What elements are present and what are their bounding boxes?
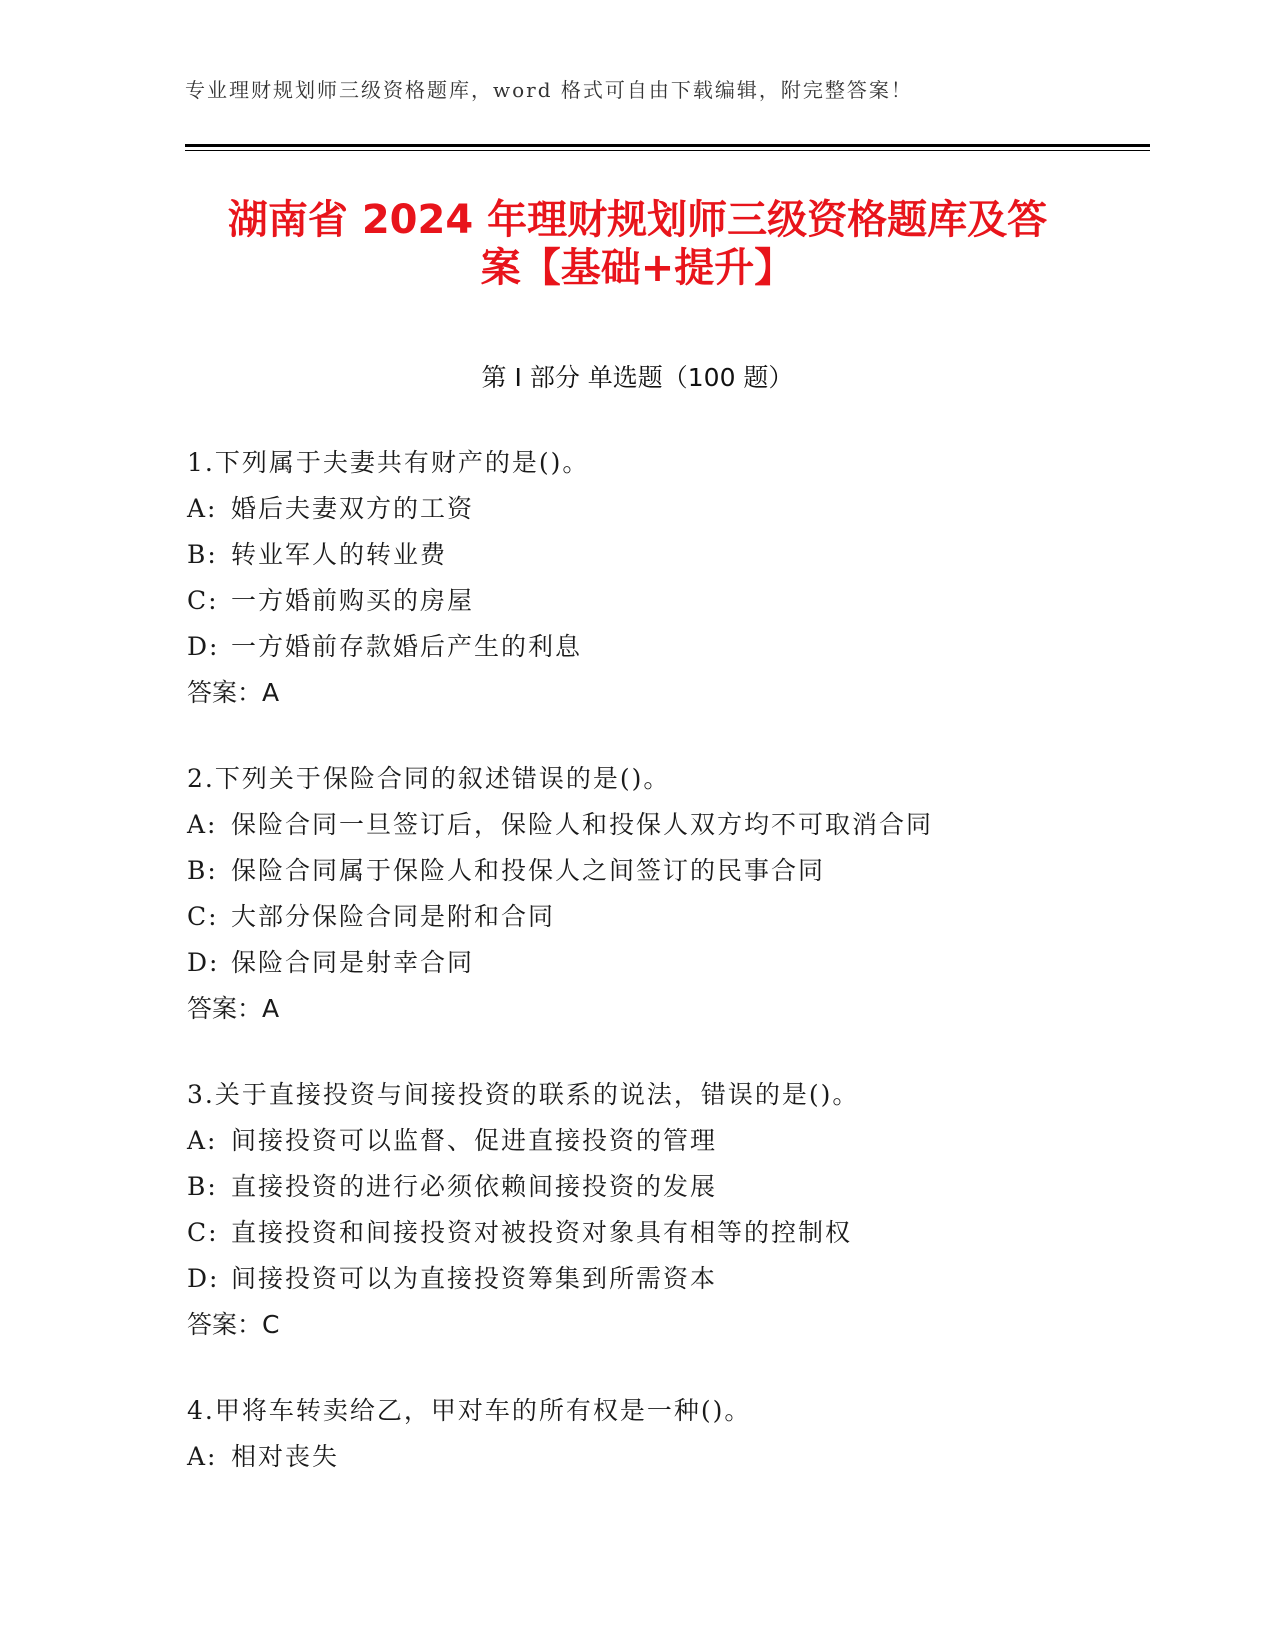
option-text: 间接投资可以监督、促进直接投资的管理: [231, 1126, 718, 1155]
option-a: [187, 1434, 1137, 1480]
question-stem: 3.关于直接投资与间接投资的联系的说法，错误的是()。: [187, 1080, 860, 1109]
option-d: [187, 1256, 1137, 1302]
option-text: 保险合同是射幸合同: [231, 948, 475, 977]
header-note: 专业理财规划师三级资格题库，word 格式可自由下载编辑，附完整答案！: [185, 78, 913, 102]
question-stem: 2.下列关于保险合同的叙述错误的是()。: [187, 764, 671, 793]
option-label: A:: [187, 494, 218, 523]
option-label: C:: [187, 1218, 219, 1247]
option-c: [187, 578, 1137, 624]
option-c: [187, 894, 1137, 940]
option-text: 一方婚前存款婚后产生的利息: [231, 632, 583, 661]
option-b: [187, 848, 1137, 894]
section-title: 第 I 部分 单选题（100 题）: [481, 363, 794, 392]
question-stem: 4.甲将车转卖给乙，甲对车的所有权是一种()。: [187, 1396, 752, 1425]
document-title-line-1: 湖南省 2024 年理财规划师三级资格题库及答: [227, 197, 1048, 243]
question-3: [187, 1072, 1137, 1348]
document-title-line-2: 案【基础+提升】: [480, 245, 795, 291]
answer: 答案：A: [187, 994, 280, 1023]
option-label: C:: [187, 586, 219, 615]
question-list: [187, 440, 1137, 1520]
option-d: [187, 624, 1137, 670]
option-label: A:: [187, 810, 218, 839]
header-divider-thick: [185, 144, 1150, 147]
option-label: C:: [187, 902, 219, 931]
question-2: [187, 756, 1137, 1032]
option-label: D:: [187, 948, 220, 977]
option-text: 间接投资可以为直接投资筹集到所需资本: [231, 1264, 718, 1293]
option-text: 转业军人的转业费: [231, 540, 448, 569]
option-label: B:: [187, 1172, 218, 1201]
option-text: 保险合同一旦签订后，保险人和投保人双方均不可取消合同: [231, 810, 934, 839]
option-text: 相对丧失: [231, 1442, 340, 1471]
option-label: D:: [187, 632, 220, 661]
option-text: 婚后夫妻双方的工资: [231, 494, 475, 523]
question-1: [187, 440, 1137, 716]
option-a: [187, 486, 1137, 532]
answer: 答案：A: [187, 678, 280, 707]
option-d: [187, 940, 1137, 986]
option-label: B:: [187, 540, 218, 569]
document-title: [160, 196, 1115, 292]
option-label: A:: [187, 1442, 218, 1471]
option-text: 大部分保险合同是附和合同: [231, 902, 556, 931]
option-b: [187, 532, 1137, 578]
option-c: [187, 1210, 1137, 1256]
option-label: D:: [187, 1264, 220, 1293]
question-stem: 1.下列属于夫妻共有财产的是()。: [187, 448, 590, 477]
option-a: [187, 802, 1137, 848]
header-divider-thin: [185, 150, 1150, 151]
question-4: [187, 1388, 1137, 1480]
answer: 答案：C: [187, 1310, 280, 1339]
option-a: [187, 1118, 1137, 1164]
option-text: 一方婚前购买的房屋: [231, 586, 475, 615]
option-b: [187, 1164, 1137, 1210]
option-label: B:: [187, 856, 218, 885]
option-text: 保险合同属于保险人和投保人之间签订的民事合同: [231, 856, 826, 885]
option-text: 直接投资的进行必须依赖间接投资的发展: [231, 1172, 718, 1201]
option-text: 直接投资和间接投资对被投资对象具有相等的控制权: [231, 1218, 853, 1247]
option-label: A:: [187, 1126, 218, 1155]
